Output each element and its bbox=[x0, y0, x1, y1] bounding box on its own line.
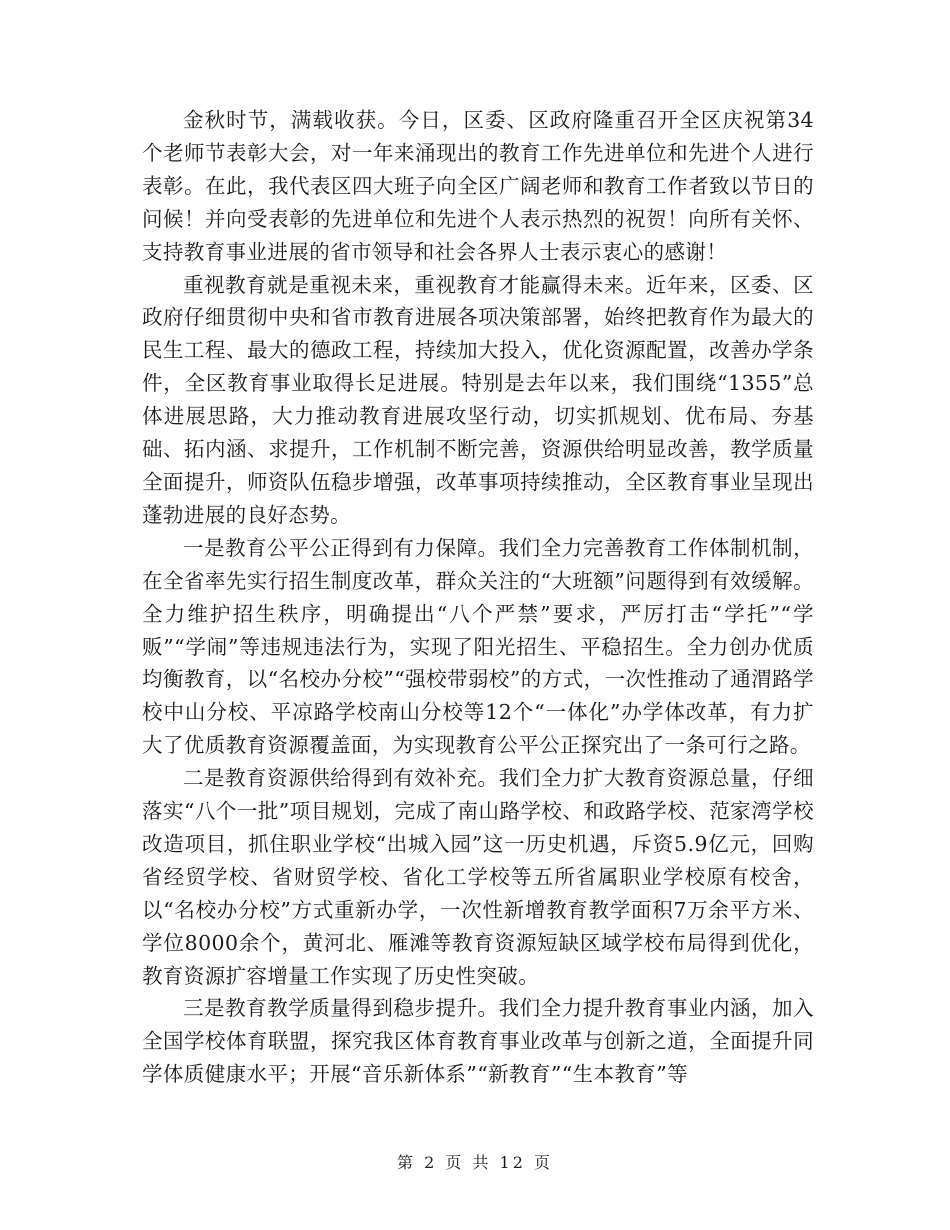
document-body bbox=[142, 104, 814, 1091]
paragraph-education-future: 重视教育就是重视未来，重视教育才能赢得未来。近年来，区委、区政府仔细贯彻中央和省市教育进展各项决策部署，始终把教育作为最大的民生工程、最大的德政工程，持续加大投入，优化资源配置，改善办学条件，全区教育事业取得长足进展。特别是去年以来，我们围绕“1355”总体进展思路，大力推动教育进展攻坚行动，切实抓规划、优布局、夯基础、拓内涵、求提升，工作机制不断完善，资源供给明显改善，教学质量全面提升，师资队伍稳步增强，改革事项持续推动，全区教育事业呈现出蓬勃进展的良好态势。 bbox=[142, 272, 814, 527]
paragraph-point-two: 二是教育资源供给得到有效补充。我们全力扩大教育资源总量，仔细落实“八个一批”项目规划，完成了南山路学校、和政路学校、范家湾学校改造项目，抓住职业学校“出城入园”这一历史机遇，斥资5.9亿元，回购省经贸学校、省财贸学校、省化工学校等五所省属职业学校原有校舍，以“名校办分校”方式重新办学，一次性新增教育教学面积7万余平方米、学位8000余个，黄河北、雁滩等教育资源短缺区域学校布局得到优化，教育资源扩容增量工作实现了历史性突破。 bbox=[142, 766, 814, 988]
page-footer: 第 2 页 共 12 页 bbox=[397, 1153, 553, 1172]
paragraph-opening: 金秋时节，满载收获。今日，区委、区政府隆重召开全区庆祝第34个老师节表彰大会，对一年来涌现出的教育工作先进单位和先进个人进行表彰。在此，我代表区四大班子向全区广阔老师和教育工作者致以节日的问候！并向受表彰的先进单位和先进个人表示热烈的祝贺！向所有关怀、支持教育事业进展的省市领导和社会各界人士表示衷心的感谢！ bbox=[142, 108, 814, 264]
paragraph-point-one: 一是教育公平公正得到有力保障。我们全力完善教育工作体制机制，在全省率先实行招生制度改革，群众关注的“大班额”问题得到有效缓解。全力维护招生秩序，明确提出“八个严禁”要求，严厉打击“学托”“学贩”“学闹”等违规违法行为，实现了阳光招生、平稳招生。全力创办优质均衡教育，以“名校办分校”“强校带弱校”的方式，一次性推动了通渭路学校中山分校、平凉路学校南山分校等12个“一体化”办学体改革，有力扩大了优质教育资源覆盖面，为实现教育公平公正探究出了一条可行之路。 bbox=[142, 535, 814, 758]
paragraph-point-three: 三是教育教学质量得到稳步提升。我们全力提升教育事业内涵，加入全国学校体育联盟，探究我区体育教育事业改革与创新之道，全面提升同学体质健康水平；开展“音乐新体系”“新教育”“生本教育”等 bbox=[142, 996, 814, 1087]
